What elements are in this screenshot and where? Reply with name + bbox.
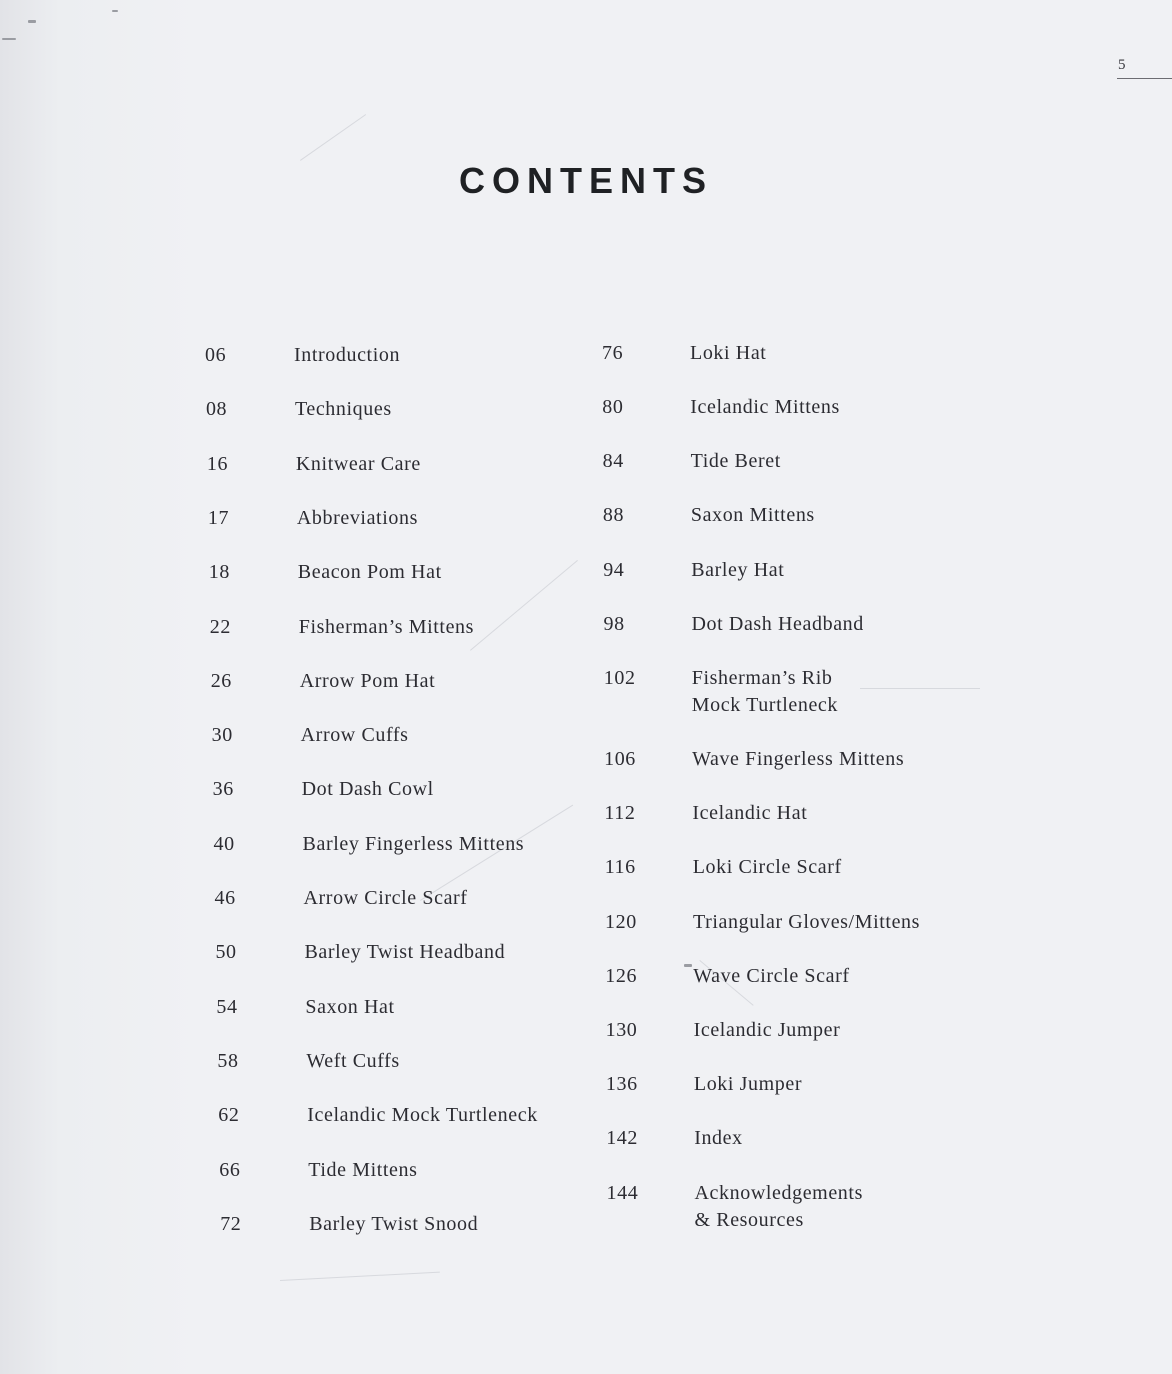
toc-entry-title: Fisherman’s Rib — [691, 667, 833, 689]
toc-entry-title: Loki Hat — [690, 342, 767, 364]
toc-page-number: 142 — [606, 1127, 638, 1149]
toc-entry-title: Icelandic Mittens — [690, 396, 840, 418]
paper-scratch — [470, 560, 578, 651]
paper-scratch — [860, 688, 980, 689]
toc-page-number: 18 — [208, 561, 230, 584]
toc-entry-title: Triangular Gloves/Mittens — [693, 911, 921, 933]
toc-page-number: 06 — [205, 344, 227, 366]
toc-entry-title: Loki Circle Scarf — [692, 856, 842, 878]
toc-entry-title: Index — [694, 1127, 743, 1149]
toc-entry-title: Abbreviations — [296, 506, 418, 529]
toc-page-number: 84 — [602, 450, 624, 472]
toc-entry-title: Saxon Hat — [305, 995, 395, 1018]
toc-entry-title: Knitwear Care — [295, 452, 421, 475]
paper-speck — [112, 10, 118, 12]
paper-speck — [28, 20, 36, 23]
toc-entry-title: Barley Hat — [691, 559, 785, 581]
toc-page-number: 40 — [213, 832, 235, 855]
toc-page-number: 62 — [218, 1104, 240, 1127]
toc-entry-title: Fisherman’s Mittens — [298, 615, 475, 638]
toc-page-number: 94 — [603, 559, 625, 581]
toc-page-number: 17 — [207, 506, 230, 529]
toc-page-number: 08 — [205, 398, 228, 421]
toc-entry-title: Arrow Cuffs — [300, 724, 409, 747]
toc-page-number: 30 — [211, 724, 233, 747]
toc-entry-title: Wave Fingerless Mittens — [692, 748, 905, 770]
toc-page-number: 120 — [605, 911, 637, 933]
toc-entry-title: Dot Dash Headband — [691, 613, 864, 635]
toc-entry-title: Saxon Mittens — [690, 504, 815, 526]
toc-page-number: 80 — [602, 396, 624, 418]
toc-page-number: 130 — [605, 1019, 638, 1041]
toc-page-number: 112 — [604, 802, 636, 824]
toc-page-number: 50 — [215, 941, 237, 964]
toc-page-number: 116 — [604, 856, 636, 878]
toc-entry-title: Barley Fingerless Mittens — [302, 832, 525, 855]
toc-entry-title: Wave Circle Scarf — [693, 965, 850, 987]
toc-page-number: 72 — [220, 1212, 242, 1235]
toc-page-number: 66 — [219, 1158, 241, 1181]
toc-page-number: 102 — [603, 667, 636, 689]
toc-entry-title-continued: & Resources — [694, 1209, 804, 1231]
toc-entry-title: Arrow Pom Hat — [299, 669, 436, 692]
toc-entry-title: Tide Mittens — [308, 1158, 418, 1181]
toc-entry-title: Acknowledgements — [694, 1182, 863, 1204]
paper-speck — [684, 964, 692, 967]
page-title: CONTENTS — [459, 160, 713, 201]
toc-entry-title: Barley Twist Snood — [309, 1212, 479, 1235]
toc-entry-title: Icelandic Jumper — [693, 1019, 841, 1041]
toc-entry-title: Icelandic Mock Turtleneck — [307, 1104, 538, 1127]
toc-page-number: 76 — [602, 342, 624, 364]
toc-entry-title: Icelandic Hat — [692, 802, 808, 824]
toc-entry-title: Barley Twist Headband — [304, 941, 506, 964]
toc-entry-title: Loki Jumper — [693, 1073, 803, 1095]
toc-page-number: 98 — [603, 613, 625, 635]
toc-entry-title: Weft Cuffs — [306, 1049, 400, 1072]
toc-page-number: 22 — [209, 615, 231, 638]
toc-page-number: 58 — [217, 1049, 239, 1072]
paper-scratch — [300, 114, 366, 161]
toc-entry-title: Techniques — [294, 398, 392, 421]
toc-page-number: 88 — [602, 504, 625, 526]
toc-entry-title: Arrow Circle Scarf — [303, 887, 468, 909]
page-number-rule — [1117, 78, 1172, 79]
toc-page-number: 144 — [606, 1182, 639, 1204]
paper-speck — [2, 38, 16, 40]
paper-scratch — [280, 1272, 440, 1281]
toc-page-number: 54 — [216, 995, 238, 1018]
toc-entry-title: Tide Beret — [690, 450, 781, 472]
toc-page-number: 16 — [206, 452, 229, 475]
toc-page-number: 126 — [605, 965, 638, 987]
toc-entry-title: Beacon Pom Hat — [297, 561, 442, 584]
toc-page-number: 106 — [604, 748, 636, 770]
toc-page-number: 26 — [210, 669, 232, 692]
toc-entry-title: Introduction — [294, 344, 401, 366]
toc-page-number: 46 — [214, 887, 236, 909]
toc-entry-title-continued: Mock Turtleneck — [691, 694, 839, 716]
page-number: 5 — [1118, 57, 1126, 73]
toc-entry-title: Dot Dash Cowl — [301, 778, 434, 801]
toc-page-number: 36 — [212, 778, 234, 801]
toc-page-number: 136 — [605, 1073, 638, 1095]
